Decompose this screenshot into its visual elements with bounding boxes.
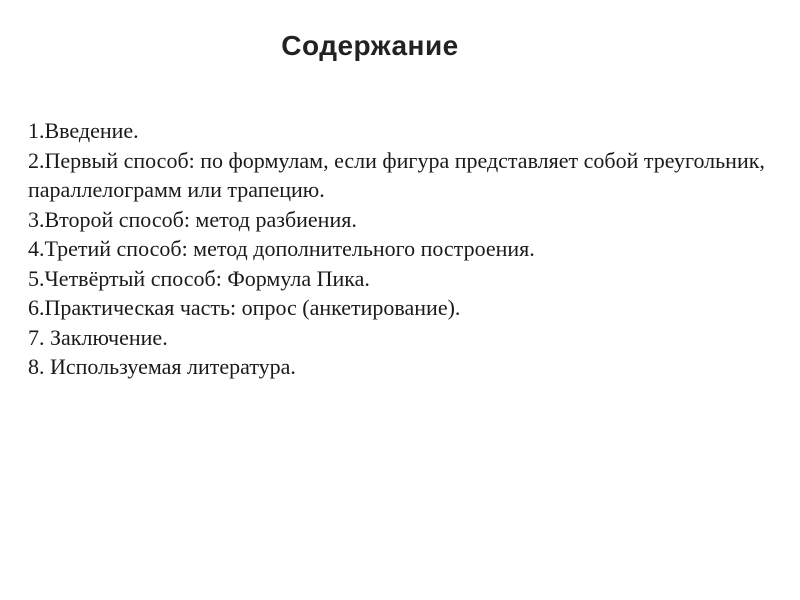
- toc-item-third-method: 4.Третий способ: метод дополнительного построения.: [28, 236, 535, 261]
- slide-title: Содержание: [281, 30, 459, 61]
- table-of-contents: [28, 116, 778, 382]
- toc-item-introduction: 1.Введение.: [28, 118, 139, 143]
- toc-item-conclusion: 7. Заключение.: [28, 324, 168, 350]
- toc-item-practical-part: 6.Практическая часть: опрос (анкетирование).: [28, 295, 461, 320]
- toc-item-second-method: 3.Второй способ: метод разбиения.: [28, 206, 357, 232]
- toc-item-first-method: 2.Первый способ: по формулам, если фигура представляет собой треугольник, параллелограмм или трапецию.: [28, 147, 765, 202]
- toc-item-literature: 8. Используемая литература.: [28, 354, 296, 379]
- toc-item-fourth-method: 5.Четвёртый способ: Формула Пика.: [28, 265, 370, 291]
